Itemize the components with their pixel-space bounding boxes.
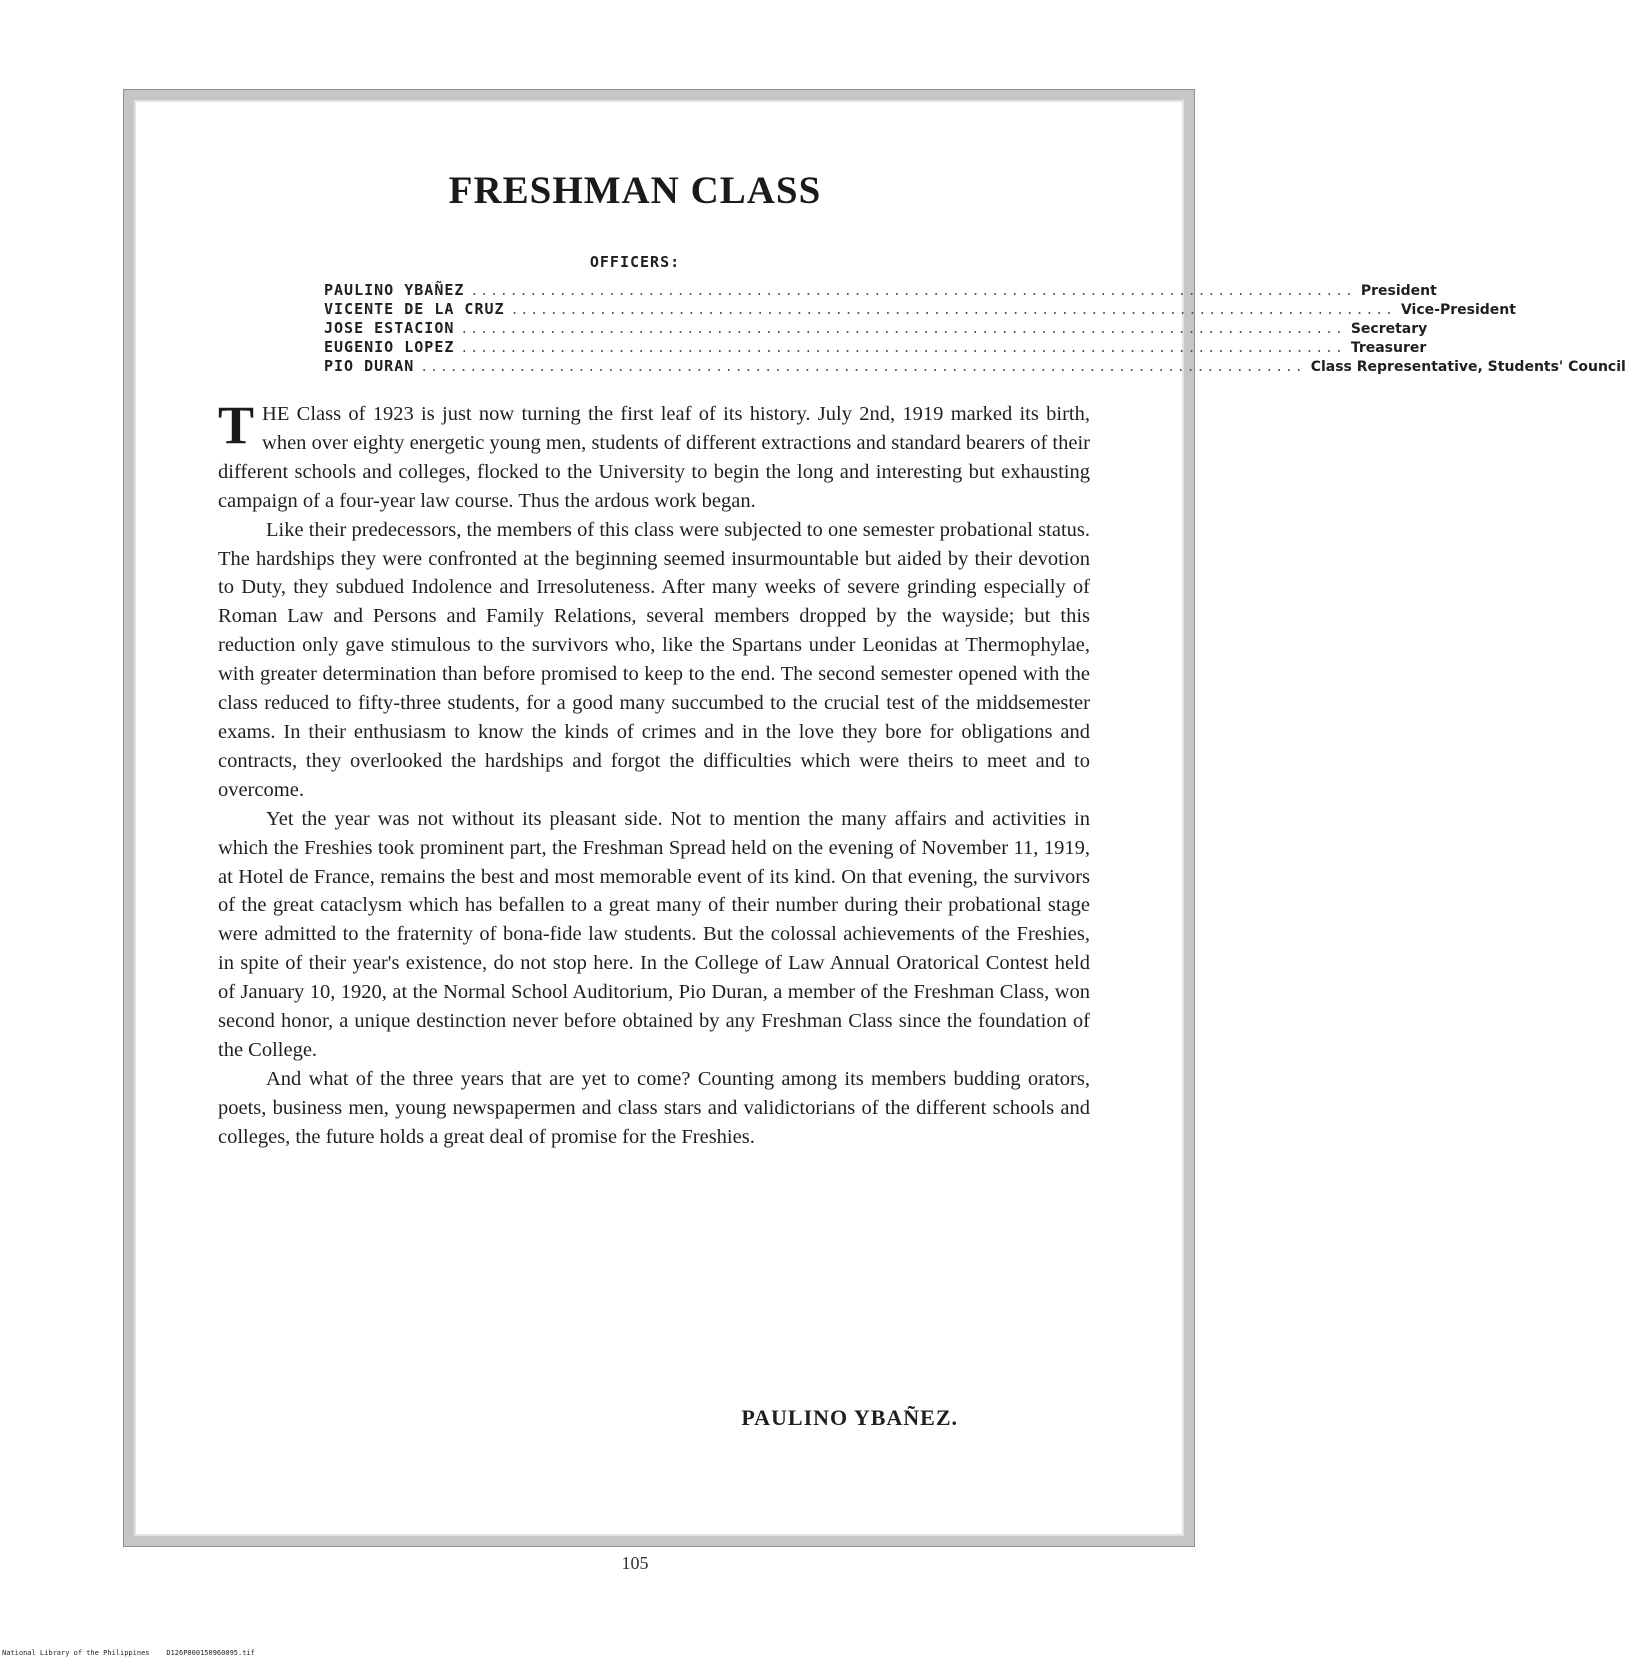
officer-role: Secretary <box>1350 321 1428 337</box>
scan-footer: National Library of the Philippines D126P000150960095.tif <box>2 1649 255 1657</box>
officer-name: EUGENIO LOPEZ <box>324 338 455 356</box>
officer-row <box>324 281 1437 300</box>
dot-leader: .......................................................................................... <box>510 303 1395 318</box>
dot-leader: .......................................................................................... <box>420 360 1305 375</box>
author-signature: PAULINO YBAÑEZ. <box>741 1405 958 1430</box>
paragraph: And what of the three years that are yet to come? Counting among its members budding orators, poets, business men, young newspapermen and class stars and validictorians of the different schools and colleges, the future holds a great deal of promise for the Freshies. <box>218 1067 1090 1148</box>
drop-cap: T <box>218 395 255 455</box>
officer-row <box>324 300 1516 319</box>
page-title: FRESHMAN CLASS <box>448 169 822 212</box>
officer-role: President <box>1360 283 1437 299</box>
dot-leader: .......................................................................................... <box>470 284 1355 299</box>
paragraph-text: HE Class of 1923 is just now turning the first leaf of its history. July 2nd, 1919 marked its birth, when over eighty energetic young men, students of different extractions and standard bearers of their different schools and colleges, flocked to the University to begin the long and interesting but exhausting campaign of a four-year law course. Thus the ardous work began. <box>218 403 1090 512</box>
officers-heading: OFFICERS: <box>589 253 681 271</box>
article-body <box>218 395 1090 1152</box>
officer-name: PAULINO YBAÑEZ <box>324 281 465 299</box>
page-number: 105 <box>621 1553 649 1573</box>
dot-leader: .......................................................................................... <box>460 322 1345 337</box>
paragraph <box>218 395 1090 516</box>
paragraph: Like their predecessors, the members of this class were subjected to one semester probational status. The hardships they were confronted at the beginning seemed insurmountable but aided by their devotion to Duty, they subdued Indolence and Irresoluteness. After many weeks of severe grinding especially of Roman Law and Persons and Family Relations, several members dropped by the wayside; but this reduction only gave stimulous to the survivors who, like the Spartans under Leonidas at Thermophylae, with greater determination than before promised to keep to the end. The second semester opened with the class reduced to fifty-three students, for a good many succumbed to the crucial test of the middsemester exams. In their enthusiasm to know the kinds of crimes and in the love they bore for obligations and contracts, they overlooked the hardships and forgot the difficulties which were theirs to meet and to overcome. <box>218 518 1090 801</box>
officer-role: Treasurer <box>1350 340 1427 356</box>
officer-name: PIO DURAN <box>324 357 415 375</box>
officer-row <box>324 338 1427 357</box>
dot-leader: .......................................................................................... <box>460 341 1345 356</box>
officer-row <box>324 357 1626 376</box>
officer-row <box>324 319 1428 338</box>
officer-name: JOSE ESTACION <box>324 319 455 337</box>
officers-list <box>324 281 1626 376</box>
officer-name: VICENTE DE LA CRUZ <box>324 300 505 318</box>
paragraph: Yet the year was not without its pleasant side. Not to mention the many affairs and activities in which the Freshies took prominent part, the Freshman Spread held on the evening of November 11, 1919, at Hotel de France, remains the best and most memorable event of its kind. On that evening, the survivors of the great cataclysm which has befallen to a great many of their number during their probational stage were admitted to the fraternity of bona-fide law students. But the colossal achievements of the Freshies, in spite of their year's existence, do not stop here. In the College of Law Annual Oratorical Contest held of January 10, 1920, at the Normal School Auditorium, Pio Duran, a member of the Freshman Class, won second honor, a unique destinction never before obtained by any Freshman Class since the foundation of the College. <box>218 807 1090 1061</box>
officer-role: Vice-President <box>1400 302 1516 318</box>
officer-role: Class Representative, Students' Council <box>1310 359 1626 375</box>
